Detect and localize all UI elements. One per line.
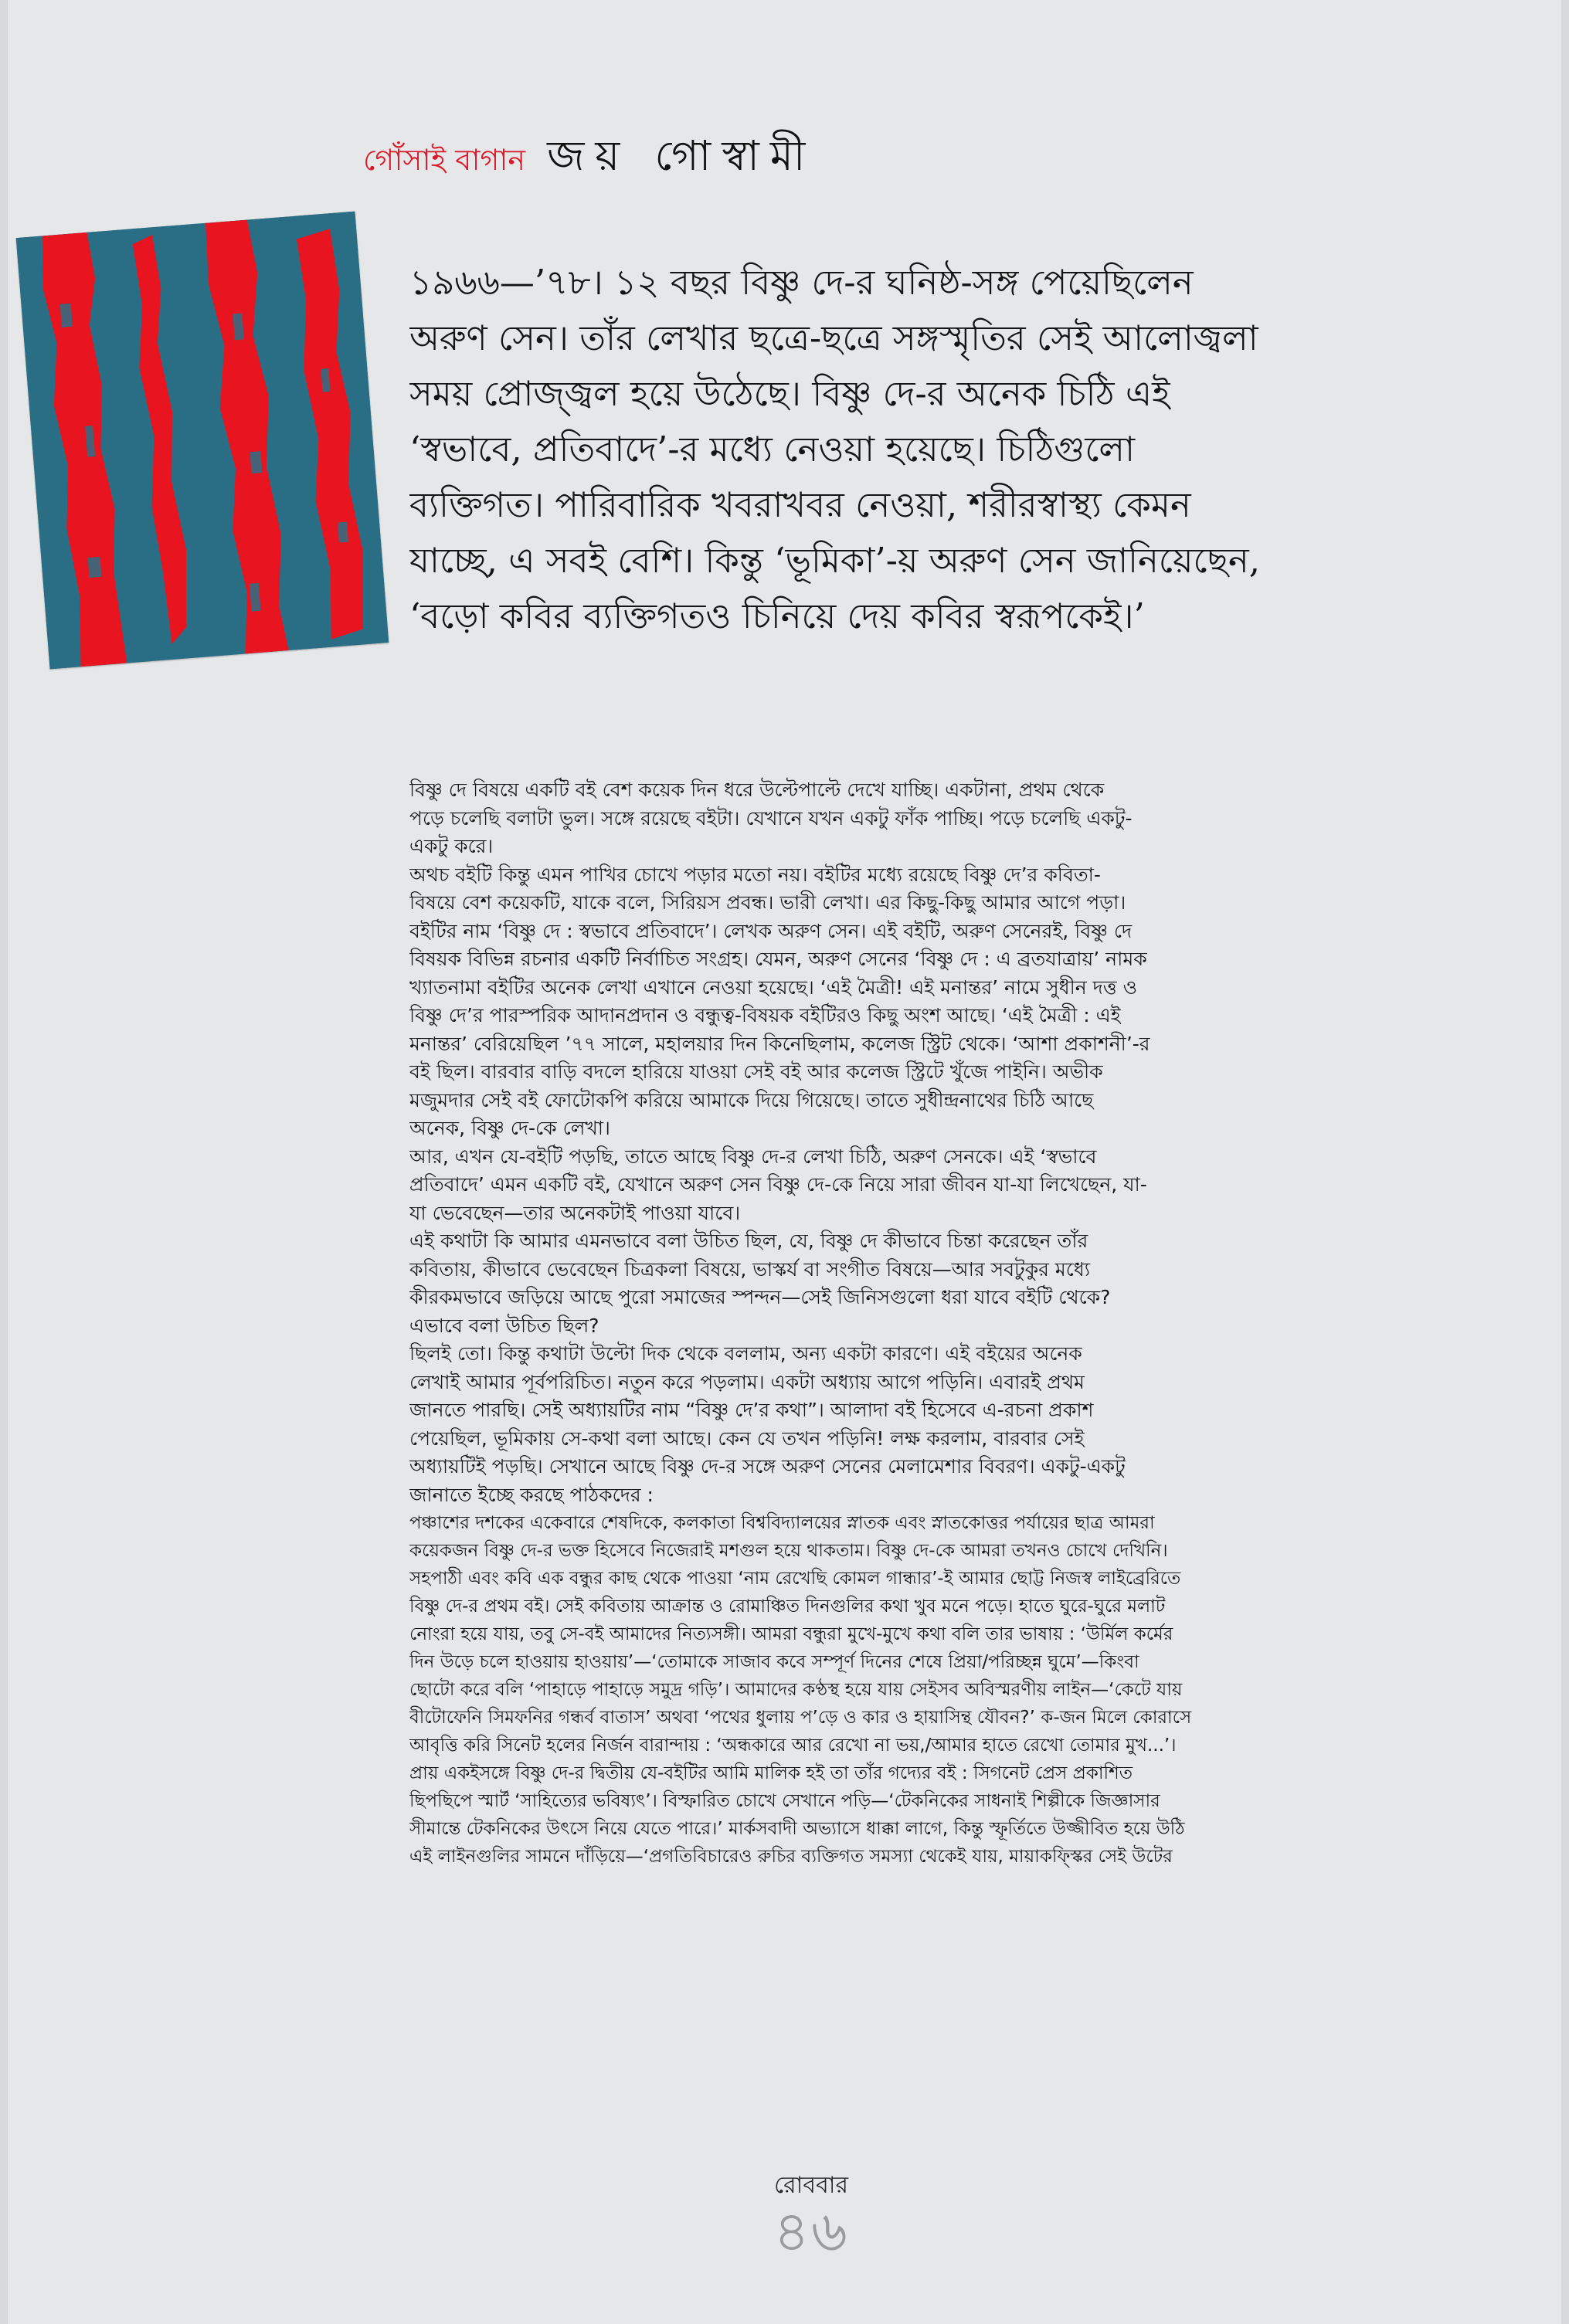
body-line: লেখাই আমার পূর্বপরিচিত। নতুন করে পড়লাম। একটা অধ্যায় আগে পড়িনি। এবারই প্রথম [409,1370,1085,1393]
body-line: কীরকমভাবে জড়িয়ে আছে পুরো সমাজের স্পন্দন—সেই জিনিসগুলো ধরা যাবে বইটি থেকে? [409,1286,1111,1308]
lead-line: ব্যক্তিগত। পারিবারিক খবরাখবর নেওয়া, শরীরস্বাস্থ্য কেমন [409,484,1191,525]
body-line: পড়ে চলেছি বলাটা ভুল। সঙ্গে রয়েছে বইটা। যেখানে যখন একটু ফাঁক পাচ্ছি। পড়ে চলেছি একটু- [409,806,1133,830]
article-body [409,776,1336,1871]
body-line: ছিলই তো। কিন্তু কথাটা উল্টো দিক থেকে বললাম, অন্য একটা কারণে। এই বইয়ের অনেক [409,1342,1082,1365]
quote-line: প্রায় একইসঙ্গে বিষ্ণু দে-র দ্বিতীয় যে-বইটির আমি মালিক হই তা তাঁর গদ্যের বই : সিগনেট প্রেস প্রকাশিত [409,1763,1133,1783]
body-line: অধ্যায়টিই পড়ছি। সেখানে আছে বিষ্ণু দে-র সঙ্গে অরুণ সেনের মেলামেশার বিবরণ। একটু-একটু [409,1455,1126,1478]
body-line: মজুমদার সেই বই ফোটোকপি করিয়ে আমাকে দিয়ে গিয়েছে। তাতে সুধীন্দ্রনাথের চিঠি আছে [409,1088,1094,1111]
body-line: অনেক, বিষ্ণু দে-কে লেখা। [409,1117,610,1139]
lead-line: সময় প্রোজ্জ্বল হয়ে উঠেছে। বিষ্ণু দে-র অনেক চিঠি এই [409,373,1170,414]
body-line: বিষয়ে বেশ কয়েকটি, যাকে বলে, সিরিয়স প্রবন্ধ। ভারী লেখা। এর কিছু-কিছু আমার আগে পড়া। [409,891,1126,914]
body-line: এই কথাটা কি আমার এমনভাবে বলা উচিত ছিল, যে, বিষ্ণু দে কীভাবে চিন্তা করেছেন তাঁর [409,1230,1088,1252]
lead-line: ‘বড়ো কবির ব্যক্তিগতও চিনিয়ে দেয় কবির স্বরূপকেই।’ [409,595,1145,636]
body-line: জানতে পারছি। সেই অধ্যায়টির নাম “বিষ্ণু দে’র কথা”। আলাদা বই হিসেবে এ-রচনা প্রকাশ [409,1399,1094,1421]
body-line: বিষ্ণু দে’র পারস্পরিক আদানপ্রদান ও বন্ধুত্ব-বিষয়ক বইটিরও কিছু অংশ আছে। ‘এই মৈত্রী : এই [409,1004,1121,1026]
quote-line: সহপাঠী এবং কবি এক বন্ধুর কাছ থেকে পাওয়া ‘নাম রেখেছি কোমল গান্ধার’-ই আমার ছোট্ট নিজস্ব লাইব্রেরিতে [409,1569,1181,1589]
column-header [363,124,816,185]
body-line: জানাতে ইচ্ছে করছে পাঠকদের : [409,1483,654,1506]
body-line: মনান্তর’ বেরিয়েছিল ’৭৭ সালে, মহালয়ার দিন কিনেছিলাম, কলেজ স্ট্রিট থেকে। ‘আশা প্রকাশনী’-র [409,1032,1150,1055]
author-name: জয় গোস্বামী [547,131,817,180]
lead-paragraph [409,255,1445,644]
quote-line: কয়েকজন বিষ্ণু দে-র ভক্ত হিসেবে নিজেরাই মশগুল হয়ে থাকতাম। বিষ্ণু দে-কে আমরা তখনও চোখে দেখিনি। [409,1541,1168,1561]
lead-line: ১৯৬৬—’৭৮। ১২ বছর বিষ্ণু দে-র ঘনিষ্ঠ-সঙ্গ পেয়েছিলেন [409,262,1194,303]
body-line: অথচ বইটি কিন্তু এমন পাখির চোখে পড়ার মতো নয়। বইটির মধ্যে রয়েছে বিষ্ণু দে’র কবিতা- [409,863,1101,886]
quote-line: নোংরা হয়ে যায়, তবু সে-বই আমাদের নিত্যসঙ্গী। আমরা বন্ধুরা মুখে-মুখে কথা বলি তার ভাষায় : ‘উর্মিল কর্মের [409,1624,1173,1644]
quote-line: বিষ্ণু দে-র প্রথম বই। সেই কবিতায় আক্রান্ত ও রোমাঞ্চিত দিনগুলির কথা খুব মনে পড়ে। হাতে ঘুরে-ঘুরে মলাট [409,1596,1166,1617]
quote-line: বীটোফেনি সিমফনির গন্ধর্ব বাতাস’ অথবা ‘পথের ধুলায় প’ড়ে ও কার ও হায়াসিন্থ যৌবন?’ ক-জন মিলে কোরাসে [409,1708,1192,1728]
body-line: বিষ্ণু দে বিষয়ে একটি বই বেশ কয়েক দিন ধরে উল্টেপাল্টে দেখে যাচ্ছি। একটানা, প্রথম থেকে [409,779,1105,801]
quote-line: ছিপছিপে স্মার্ট ‘সাহিত্যের ভবিষ্যৎ’। বিস্ফারিত চোখে সেখানে পড়ি—‘টেকনিকের সাধনাই শিল্পীকে জিজ্ঞাসার [409,1791,1160,1811]
body-line: আর, এখন যে-বইটি পড়ছি, তাতে আছে বিষ্ণু দে-র লেখা চিঠি, অরুণ সেনকে। এই ‘স্বভাবে [409,1145,1097,1168]
magazine-name: রোববার [774,2172,848,2199]
body-line: একটু করে। [409,835,494,857]
lead-line: যাচ্ছে, এ সবই বেশি। কিন্তু ‘ভূমিকা’-য় অরুণ সেন জানিয়েছেন, [409,540,1261,581]
body-line: এভাবে বলা উচিত ছিল? [409,1314,599,1337]
lead-line: ‘স্বভাবে, প্রতিবাদে’-র মধ্যে নেওয়া হয়েছে। চিঠিগুলো [409,429,1135,470]
body-line: খ্যাতনামা বইটির অনেক লেখা এখানে নেওয়া হয়েছে। ‘এই মৈত্রী! এই মনান্তর’ নামে সুধীন দত্ত ও [409,975,1137,999]
quote-line: আবৃত্তি করি সিনেট হলের নির্জন বারান্দায় : ‘অন্ধকারে আর রেখো না ভয়,/আমার হাতে রেখো তোমার মুখ...’। [409,1735,1177,1756]
abstract-painting-icon [16,212,389,670]
body-line: পেয়েছিল, ভূমিকায় সে-কথা বলা আছে। কেন যে তখন পড়িনি! লক্ষ করলাম, বারবার সেই [409,1427,1085,1450]
quote-line: পঞ্চাশের দশকের একেবারে শেষদিকে, কলকাতা বিশ্ববিদ্যালয়ের স্নাতক এবং স্নাতকোত্তর পর্যায়ের ছাত্র আমরা [409,1513,1155,1533]
quote-line: সীমান্তে টেকনিকের উৎসে নিয়ে যেতে পারে।’ মার্কসবাদী অভ্যাসে ধাক্কা লাগে, কিন্তু স্ফূর্তিতে উজ্জীবিত হয়ে উঠি [409,1819,1185,1839]
body-line: বইটির নাম ‘বিষ্ণু দে : স্বভাবে প্রতিবাদে’। লেখক অরুণ সেন। এই বইটি, অরুণ সেনেরই, বিষ্ণু দে [409,919,1133,942]
quote-line: ছোটো করে বলি ‘পাহাড়ে পাহাড়ে সমুদ্র গড়ি’। আমাদের কণ্ঠস্থ হয়ে যায় সেইসব অবিস্মরণীয় লাইন—‘কেটে যায় [409,1680,1183,1700]
quote-line: দিন উড়ে চলে হাওয়ায় হাওয়ায়’—‘তোমাকে সাজাব কবে সম্পূর্ণ দিনের শেষে প্রিয়া/পরিচ্ছন্ন ঘুমে’—কিংবা [409,1652,1139,1672]
body-line: প্রতিবাদে’ এমন একটি বই, যেখানে অরুণ সেন বিষ্ণু দে-কে নিয়ে সারা জীবন যা-যা লিখেছেন, যা- [409,1173,1147,1196]
body-line: বিষয়ক বিভিন্ন রচনার একটি নির্বাচিত সংগ্রহ। যেমন, অরুণ সেনের ‘বিষ্ণু দে : এ ব্রতযাত্রায়’ নামক [409,948,1147,970]
magazine-page [8,0,1561,2324]
lead-line: অরুণ সেন। তাঁর লেখার ছত্রে-ছত্রে সঙ্গস্মৃতির সেই আলোজ্বলা [409,317,1258,358]
quote-line: এই লাইনগুলির সামনে দাঁড়িয়ে—‘প্রগতিবিচারেও রুচির ব্যক্তিগত সমস্যা থেকেই যায়, মায়াকফ্স্কির সেই উটের [409,1847,1173,1867]
page-number: ৪৬ [773,2199,849,2264]
body-line: যা ভেবেছেন—তার অনেকটাই পাওয়া যাবে। [409,1201,741,1224]
body-line: কবিতায়, কীভাবে ভেবেছেন চিত্রকলা বিষয়ে, ভাস্কর্য বা সংগীত বিষয়ে—আর সবটুকুর মধ্যে [409,1257,1091,1281]
column-tag: গোঁসাই বাগান [363,143,526,177]
body-line: বই ছিল। বারবার বাড়ি বদলে হারিয়ে যাওয়া সেই বই আর কলেজ স্ট্রিটে খুঁজে পাইনি। অভীক [409,1060,1103,1083]
